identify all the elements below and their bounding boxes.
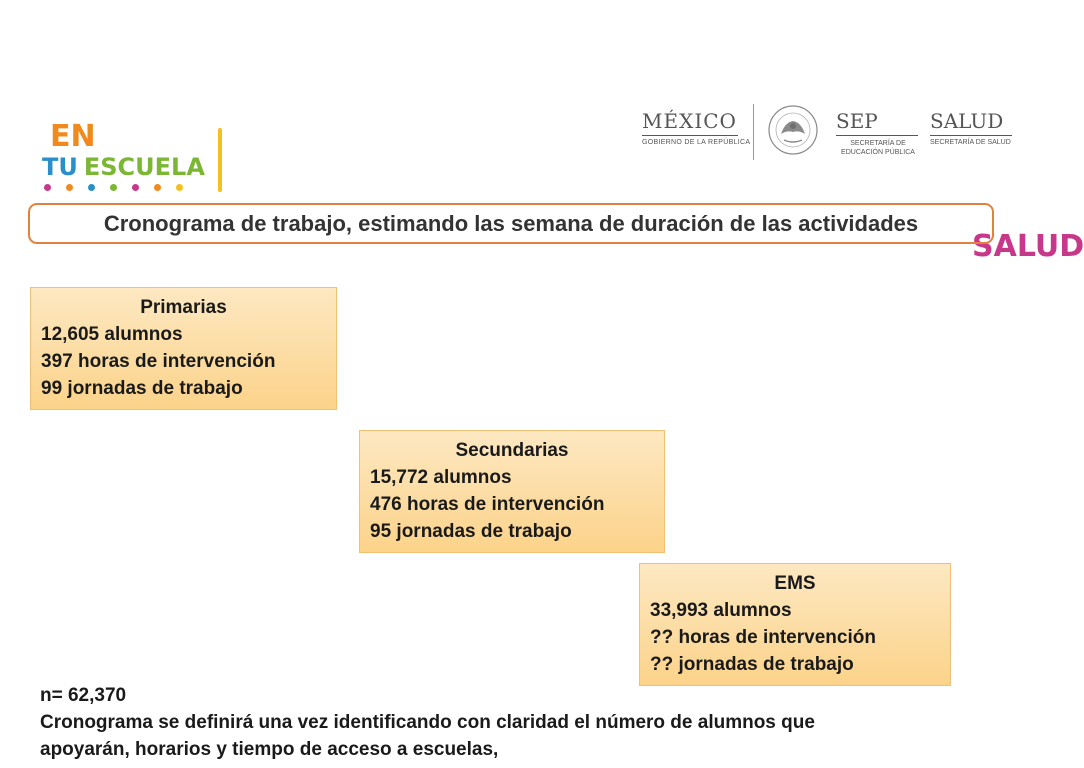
logo-dot [132,184,139,191]
sep-title: SEP [836,109,878,133]
box-heading: Primarias [140,297,227,318]
sep-logo [836,110,920,157]
logo-vertical-bar [218,128,222,192]
mexico-title: MÉXICO [642,109,737,133]
logo-word-en: EN [50,119,96,154]
box-students: 12,605 alumnos [41,324,183,345]
sep-subtitle-2: EDUCACIÓN PÚBLICA [841,149,915,156]
logo-dot [44,184,51,191]
logo-word-salud: SALUD [972,229,1084,264]
box-days: ?? jornadas de trabajo [650,654,854,675]
box-heading: EMS [774,573,816,594]
notes [40,682,1000,763]
logo-word-escuela: ESCUELA [83,153,205,181]
ems-box [639,563,951,686]
box-hours: 476 horas de intervención [370,494,605,515]
mexico-gobierno-logo [642,109,751,180]
note-line-2: apoyarán, horarios y tiempo de acceso a escuelas, [40,739,499,760]
logo-dot [176,184,183,191]
secundarias-box [359,430,665,553]
national-seal-icon [767,104,819,156]
sep-divider [836,135,918,136]
logo-dot [66,184,73,191]
box-hours: ?? horas de intervención [650,627,876,648]
slide-title-box [28,203,994,244]
salud-title: SALUD [930,109,1004,133]
box-days: 99 jornadas de trabajo [41,378,243,399]
mexico-subtitle: GOBIERNO DE LA REPÚBLICA [642,139,751,146]
logo-dot [110,184,117,191]
salud-logo [930,110,1015,146]
box-hours: 397 horas de intervención [41,351,276,372]
box-heading: Secundarias [455,440,569,461]
box-days: 95 jornadas de trabajo [370,521,572,542]
mexico-divider [642,135,738,136]
note-line-1: Cronograma se definirá una vez identificando con claridad el número de alumnos que [40,712,815,733]
total-students: n= 62,370 [40,685,127,706]
logo-dot [88,184,95,191]
box-students: 15,772 alumnos [370,467,512,488]
logo-dot [154,184,161,191]
salud-divider [930,135,1012,136]
box-students: 33,993 alumnos [650,600,792,621]
logo-word-tu: TU [42,153,78,181]
sep-subtitle-1: SECRETARÍA DE [850,140,906,147]
slide-title: Cronograma de trabajo, estimando las semana de duración de las actividades [103,210,919,236]
header-divider [753,104,754,160]
primarias-box [30,287,337,410]
salud-subtitle: SECRETARÍA DE SALUD [930,139,1011,146]
